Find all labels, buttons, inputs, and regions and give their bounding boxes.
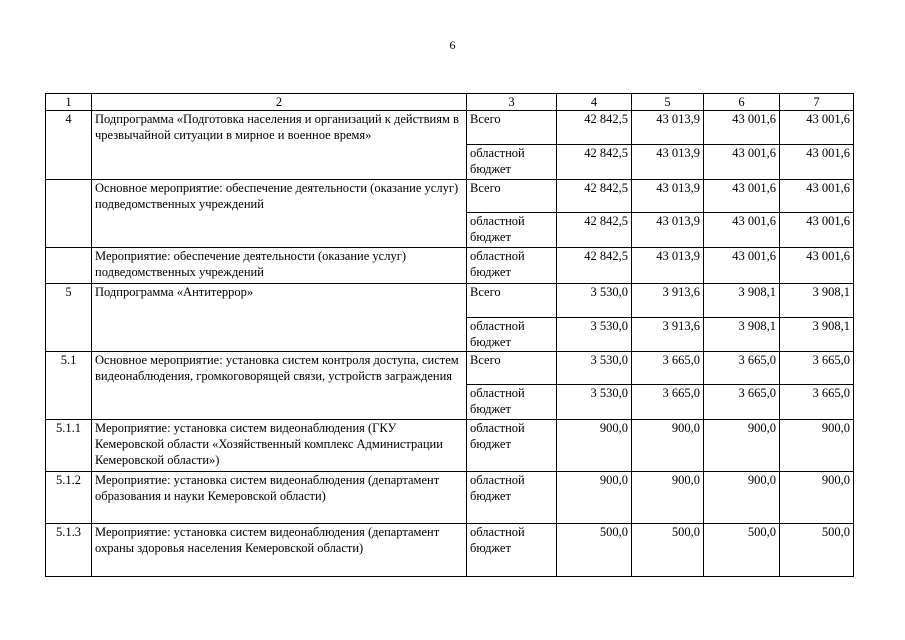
amount-cell: 3 665,0 (632, 385, 704, 420)
amount-cell: 3 908,1 (704, 318, 780, 352)
amount-cell: 900,0 (557, 472, 632, 524)
amount-cell: 43 013,9 (632, 111, 704, 145)
amount-cell: 3 913,6 (632, 284, 704, 318)
amount-cell: 900,0 (704, 472, 780, 524)
item-number: 5.1.2 (46, 472, 92, 524)
amount-cell: 500,0 (557, 524, 632, 577)
item-number: 5.1 (46, 352, 92, 420)
header-cell: 7 (780, 94, 854, 111)
amount-cell: 3 913,6 (632, 318, 704, 352)
item-name: Основное мероприятие: установка систем контроля доступа, систем видеонаблюдения, громкоговорящей связи, устройств заграждения (92, 352, 467, 420)
amount-cell: 43 013,9 (632, 145, 704, 180)
item-name: Мероприятие: установка систем видеонаблюдения (департамент образования и науки Кемеровской области) (92, 472, 467, 524)
funding-source: областной бюджет (467, 145, 557, 180)
amount-cell: 3 908,1 (704, 284, 780, 318)
amount-cell: 900,0 (557, 420, 632, 472)
amount-cell: 43 013,9 (632, 180, 704, 213)
amount-cell: 42 842,5 (557, 180, 632, 213)
amount-cell: 3 530,0 (557, 385, 632, 420)
amount-cell: 3 665,0 (704, 352, 780, 385)
amount-cell: 43 001,6 (704, 111, 780, 145)
item-number: 5 (46, 284, 92, 352)
amount-cell: 43 001,6 (780, 145, 854, 180)
amount-cell: 43 001,6 (780, 213, 854, 248)
header-row (46, 94, 854, 111)
amount-cell: 43 001,6 (780, 111, 854, 145)
amount-cell: 43 001,6 (704, 180, 780, 213)
amount-cell: 900,0 (780, 472, 854, 524)
funding-source: Всего (467, 284, 557, 318)
item-number: 5.1.3 (46, 524, 92, 577)
item-name: Мероприятие: установка систем видеонаблюдения (департамент охраны здоровья населения Кемеровской области) (92, 524, 467, 577)
amount-cell: 500,0 (632, 524, 704, 577)
amount-cell: 900,0 (780, 420, 854, 472)
table-row (46, 248, 854, 284)
table-row (46, 111, 854, 145)
item-number (46, 180, 92, 248)
amount-cell: 42 842,5 (557, 248, 632, 284)
page-number: 6 (449, 38, 456, 52)
amount-cell: 43 001,6 (704, 145, 780, 180)
item-name: Подпрограмма «Антитеррор» (92, 284, 467, 352)
table-row (46, 284, 854, 318)
item-name: Подпрограмма «Подготовка населения и организаций к действиям в чрезвычайной ситуации в мирное и военное время» (92, 111, 467, 180)
funding-source: областной бюджет (467, 213, 557, 248)
funding-source: областной бюджет (467, 385, 557, 420)
header-cell: 6 (704, 94, 780, 111)
amount-cell: 43 001,6 (704, 213, 780, 248)
amount-cell: 3 530,0 (557, 318, 632, 352)
header-cell: 3 (467, 94, 557, 111)
item-name: Мероприятие: обеспечение деятельности (оказание услуг) подведомственных учреждений (92, 248, 467, 284)
funding-source: Всего (467, 111, 557, 145)
header-cell: 5 (632, 94, 704, 111)
header-cell: 1 (46, 94, 92, 111)
table-row (46, 420, 854, 472)
amount-cell: 3 665,0 (704, 385, 780, 420)
table-row (46, 352, 854, 385)
amount-cell: 3 665,0 (632, 352, 704, 385)
table-row (46, 472, 854, 524)
item-name: Основное мероприятие: обеспечение деятельности (оказание услуг) подведомственных учреждений (92, 180, 467, 248)
amount-cell: 43 013,9 (632, 213, 704, 248)
amount-cell: 3 908,1 (780, 284, 854, 318)
amount-cell: 3 530,0 (557, 352, 632, 385)
header-cell: 4 (557, 94, 632, 111)
amount-cell: 900,0 (704, 420, 780, 472)
item-name: Мероприятие: установка систем видеонаблюдения (ГКУ Кемеровской области «Хозяйственный комплекс Администрации Кемеровской области») (92, 420, 467, 472)
amount-cell: 42 842,5 (557, 145, 632, 180)
table-row (46, 524, 854, 577)
funding-source: областной бюджет (467, 248, 557, 284)
funding-source: областной бюджет (467, 420, 557, 472)
funding-source: Всего (467, 352, 557, 385)
header-cell: 2 (92, 94, 467, 111)
amount-cell: 43 001,6 (704, 248, 780, 284)
item-number: 5.1.1 (46, 420, 92, 472)
funding-source: областной бюджет (467, 318, 557, 352)
amount-cell: 43 013,9 (632, 248, 704, 284)
amount-cell: 42 842,5 (557, 111, 632, 145)
amount-cell: 3 908,1 (780, 318, 854, 352)
amount-cell: 3 665,0 (780, 352, 854, 385)
item-number: 4 (46, 111, 92, 180)
funding-source: областной бюджет (467, 524, 557, 577)
amount-cell: 3 665,0 (780, 385, 854, 420)
table-row (46, 180, 854, 213)
amount-cell: 900,0 (632, 472, 704, 524)
funding-source: Всего (467, 180, 557, 213)
amount-cell: 500,0 (780, 524, 854, 577)
amount-cell: 3 530,0 (557, 284, 632, 318)
amount-cell: 900,0 (632, 420, 704, 472)
item-number (46, 248, 92, 284)
amount-cell: 42 842,5 (557, 213, 632, 248)
amount-cell: 43 001,6 (780, 180, 854, 213)
budget-table (45, 93, 854, 577)
funding-source: областной бюджет (467, 472, 557, 524)
amount-cell: 43 001,6 (780, 248, 854, 284)
amount-cell: 500,0 (704, 524, 780, 577)
